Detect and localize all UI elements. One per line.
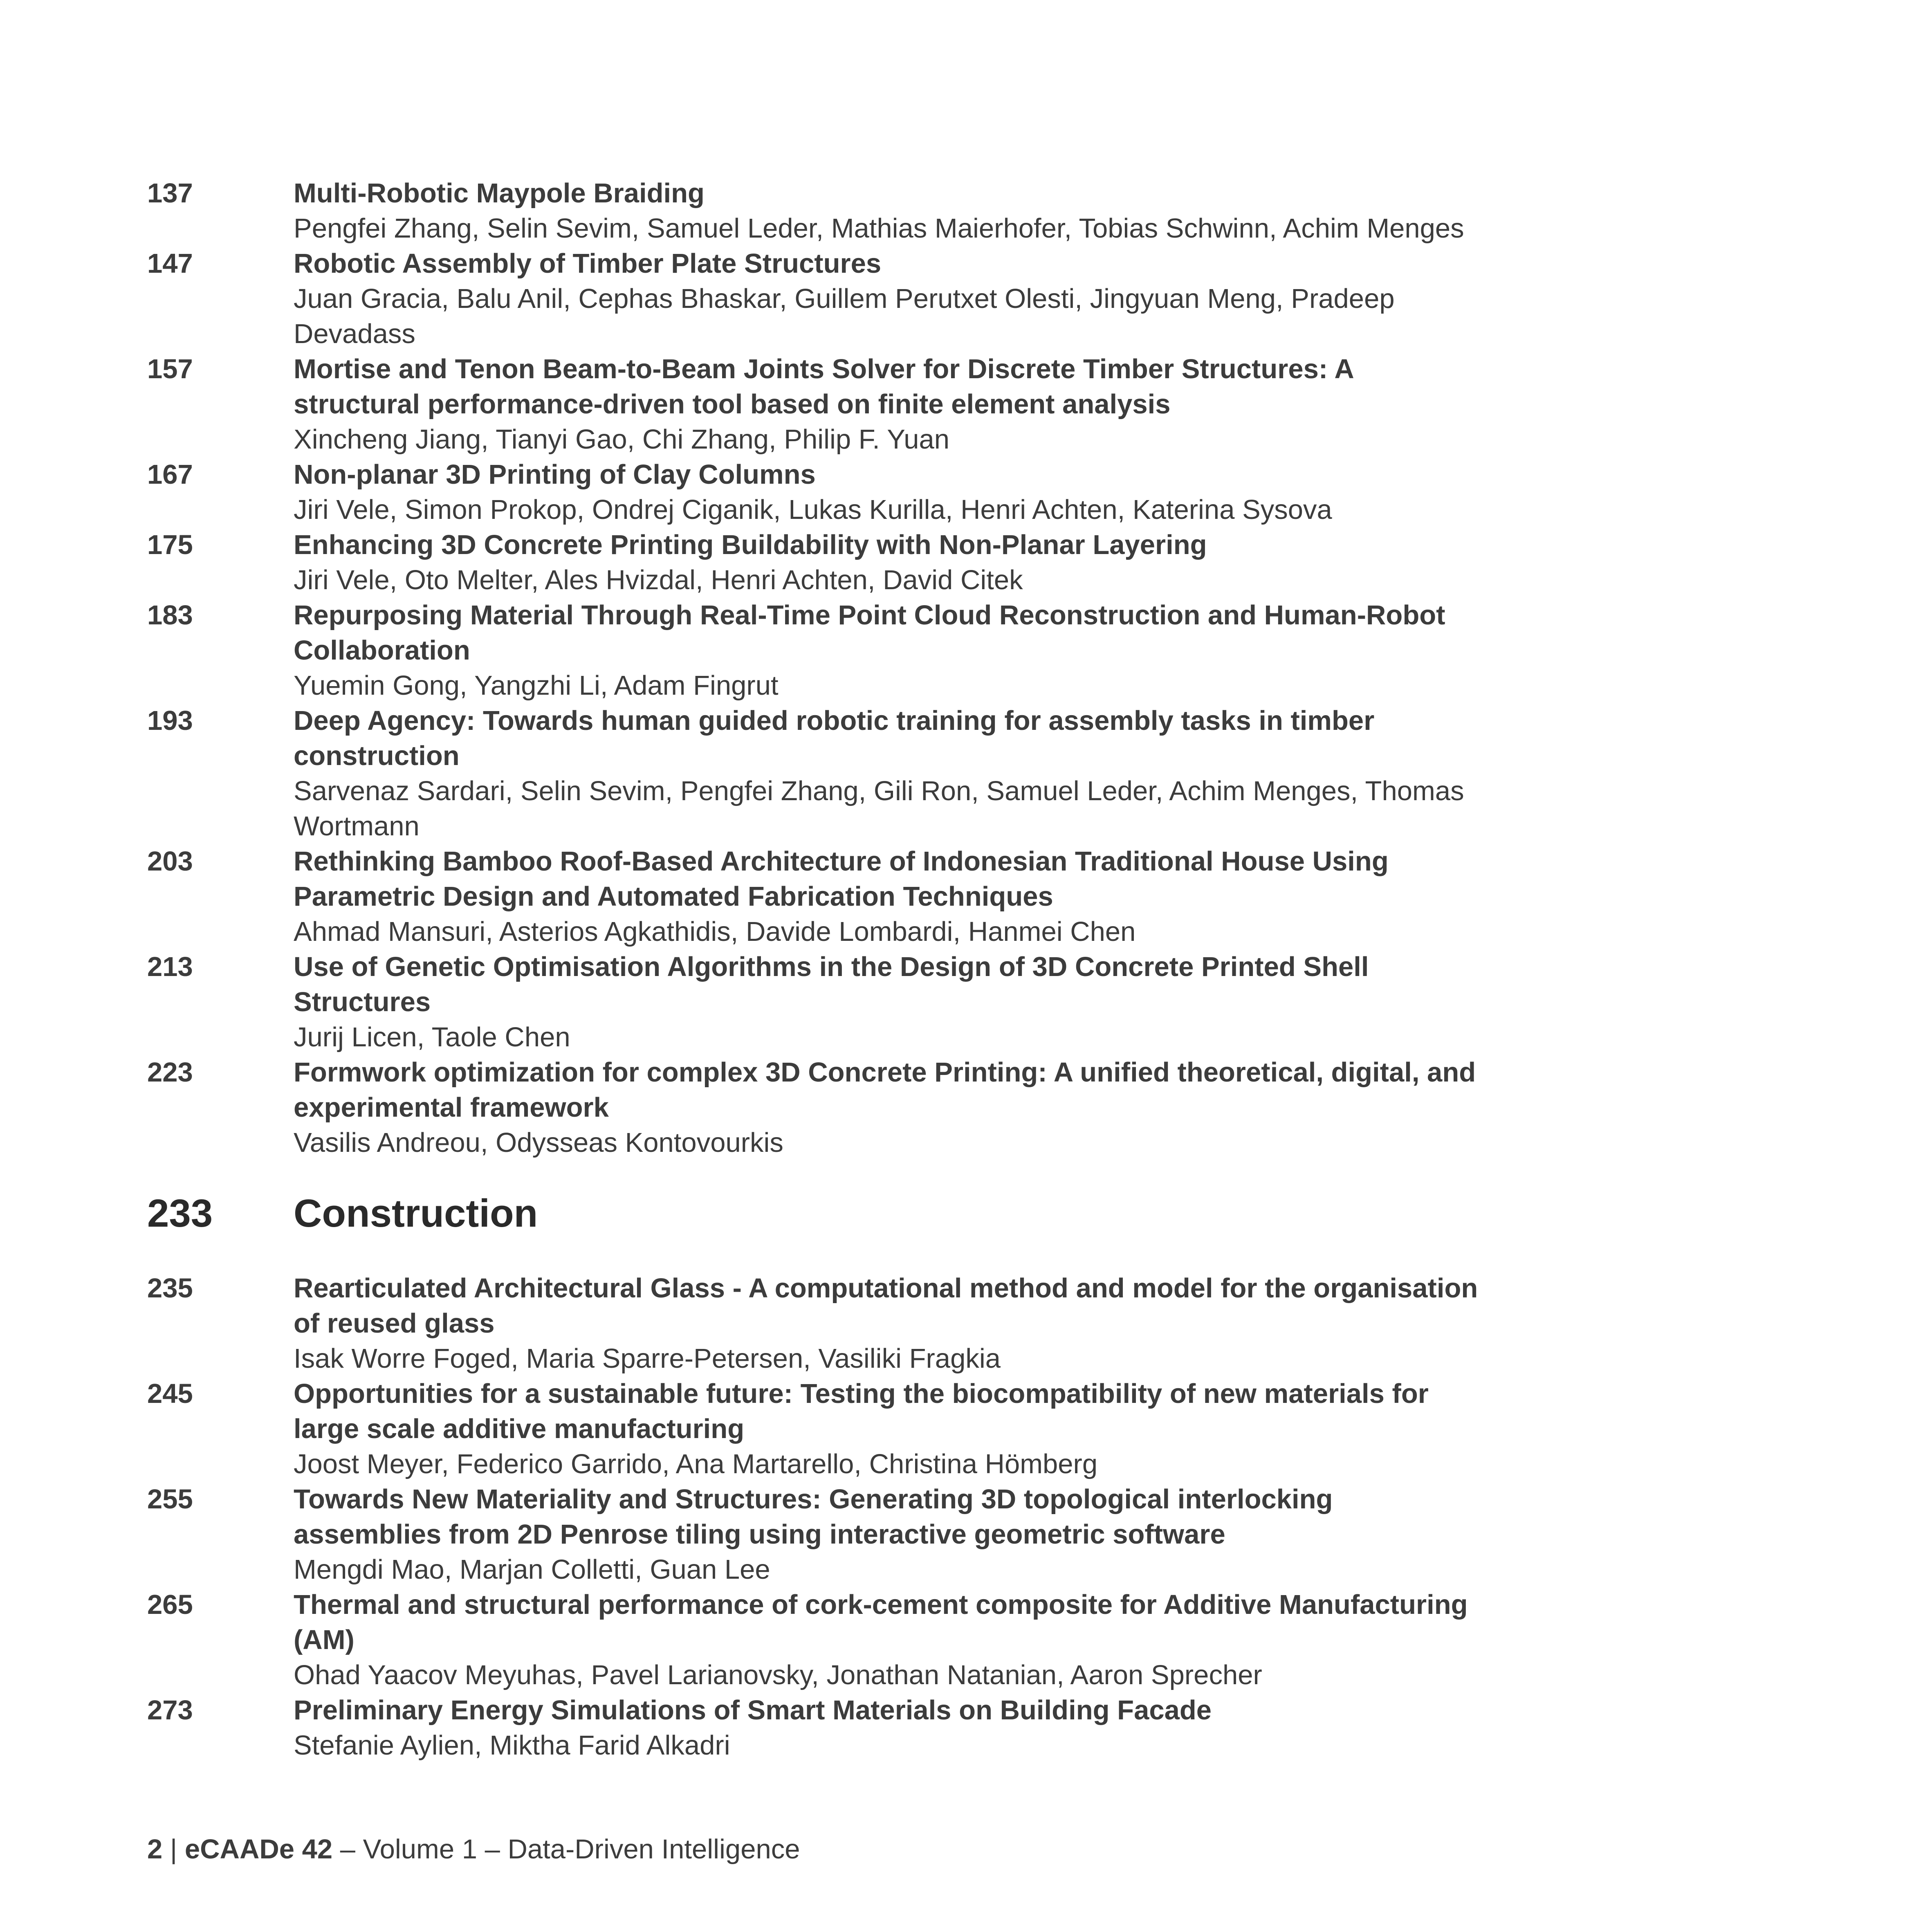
entry-body <box>294 352 1484 457</box>
footer-separator: | <box>162 1834 185 1865</box>
entry-page-number: 265 <box>147 1589 193 1620</box>
entry-title: Use of Genetic Optimisation Algorithms in the Design of 3D Concrete Printed Shell Structures <box>294 951 1369 1017</box>
entry-title: Robotic Assembly of Timber Plate Structures <box>294 248 882 279</box>
entry-title: Deep Agency: Towards human guided robotic training for assembly tasks in timber construction <box>294 705 1375 771</box>
entry-body <box>294 703 1484 844</box>
entry-page-number: 245 <box>147 1378 193 1409</box>
entry-page-number: 273 <box>147 1695 193 1726</box>
entry-authors: Mengdi Mao, Marjan Colletti, Guan Lee <box>294 1554 770 1585</box>
entry-body <box>294 1055 1484 1160</box>
entry-authors: Isak Worre Foged, Maria Sparre-Petersen, Vasiliki Fragkia <box>294 1343 1001 1374</box>
section-page-number: 233 <box>147 1192 213 1235</box>
entry-page-number: 183 <box>147 600 193 631</box>
entry-authors: Sarvenaz Sardari, Selin Sevim, Pengfei Zhang, Gili Ron, Samuel Leder, Achim Menges, Thomas Wortmann <box>294 776 1464 841</box>
entry-authors: Pengfei Zhang, Selin Sevim, Samuel Leder, Mathias Maierhofer, Tobias Schwinn, Achim Menges <box>294 213 1464 244</box>
entry-page-number: 137 <box>147 178 193 209</box>
entry-title: Thermal and structural performance of cork-cement composite for Additive Manufacturing (AM) <box>294 1589 1468 1655</box>
entry-title: Non-planar 3D Printing of Clay Columns <box>294 459 816 490</box>
entry-authors: Xincheng Jiang, Tianyi Gao, Chi Zhang, Philip F. Yuan <box>294 424 950 455</box>
entry-page-number: 223 <box>147 1057 193 1088</box>
entry-title: Opportunities for a sustainable future: Testing the biocompatibility of new materials for large scale additive manufacturing <box>294 1378 1429 1444</box>
entry-title: Repurposing Material Through Real-Time Point Cloud Reconstruction and Human-Robot Collaboration <box>294 600 1445 666</box>
entry-title: Enhancing 3D Concrete Printing Buildability with Non-Planar Layering <box>294 530 1207 560</box>
entry-title: Mortise and Tenon Beam-to-Beam Joints Solver for Discrete Timber Structures: A structural performance-driven tool based on finite element analysis <box>294 354 1353 420</box>
entry-body <box>294 1693 1484 1763</box>
entry-page-number: 193 <box>147 705 193 736</box>
entry-body <box>294 949 1484 1055</box>
toc-entry <box>147 1693 1484 1763</box>
entry-page-number: 235 <box>147 1273 193 1304</box>
toc-entry <box>147 1587 1484 1693</box>
entry-body <box>294 598 1484 703</box>
toc-entry <box>147 246 1484 352</box>
entry-page-number: 175 <box>147 530 193 560</box>
entry-authors: Jiri Vele, Simon Prokop, Ondrej Ciganik, Lukas Kurilla, Henri Achten, Katerina Sysova <box>294 494 1332 525</box>
toc-entry <box>147 1482 1484 1587</box>
entry-page-number: 255 <box>147 1484 193 1515</box>
toc-entry <box>147 703 1484 844</box>
toc-entry <box>147 844 1484 949</box>
entry-title: Towards New Materiality and Structures: Generating 3D topological interlocking assemblies from 2D Penrose tiling using interactive geometric software <box>294 1484 1333 1550</box>
entry-authors: Ahmad Mansuri, Asterios Agkathidis, Davide Lombardi, Hanmei Chen <box>294 916 1136 947</box>
entry-title: Preliminary Energy Simulations of Smart Materials on Building Facade <box>294 1695 1212 1726</box>
section-heading <box>147 1189 1484 1238</box>
entry-body <box>294 1271 1484 1376</box>
entry-body <box>294 1482 1484 1587</box>
toc-entry <box>147 598 1484 703</box>
entry-body <box>294 246 1484 352</box>
toc-entry <box>147 457 1484 527</box>
entry-title: Formwork optimization for complex 3D Concrete Printing: A unified theoretical, digital, and experimental framework <box>294 1057 1476 1123</box>
entry-body <box>294 1587 1484 1693</box>
entry-authors: Joost Meyer, Federico Garrido, Ana Martarello, Christina Hömberg <box>294 1449 1098 1479</box>
toc-list <box>147 176 1484 1160</box>
entry-title: Rearticulated Architectural Glass - A computational method and model for the organisation of reused glass <box>294 1273 1478 1339</box>
entry-authors: Vasilis Andreou, Odysseas Kontovourkis <box>294 1127 783 1158</box>
toc-list <box>147 1271 1484 1763</box>
entry-body <box>294 457 1484 527</box>
entry-page-number: 203 <box>147 846 193 877</box>
entry-page-number: 213 <box>147 951 193 982</box>
toc-entry <box>147 527 1484 598</box>
entry-authors: Juan Gracia, Balu Anil, Cephas Bhaskar, Guillem Perutxet Olesti, Jingyuan Meng, Pradeep Devadass <box>294 283 1395 349</box>
footer-conference: eCAADe 42 <box>184 1834 333 1865</box>
entry-title: Multi-Robotic Maypole Braiding <box>294 178 705 209</box>
footer-page-number: 2 <box>147 1834 163 1865</box>
entry-authors: Ohad Yaacov Meyuhas, Pavel Larianovsky, Jonathan Natanian, Aaron Sprecher <box>294 1660 1262 1690</box>
toc-entry <box>147 1271 1484 1376</box>
toc-entry <box>147 352 1484 457</box>
toc-entry <box>147 1055 1484 1160</box>
entry-authors: Stefanie Aylien, Miktha Farid Alkadri <box>294 1730 730 1761</box>
toc-entry <box>147 949 1484 1055</box>
page-footer <box>147 1832 800 1867</box>
entry-body <box>294 1376 1484 1482</box>
entry-body <box>294 176 1484 246</box>
section-title: Construction <box>294 1192 538 1235</box>
entry-authors: Yuemin Gong, Yangzhi Li, Adam Fingrut <box>294 670 779 701</box>
entry-page-number: 167 <box>147 459 193 490</box>
toc-entry <box>147 1376 1484 1482</box>
entry-body <box>294 527 1484 598</box>
entry-authors: Jiri Vele, Oto Melter, Ales Hvizdal, Henri Achten, David Citek <box>294 565 1023 595</box>
entry-page-number: 157 <box>147 354 193 384</box>
entry-page-number: 147 <box>147 248 193 279</box>
entry-body <box>294 844 1484 949</box>
table-of-contents <box>147 176 1484 1763</box>
entry-authors: Jurij Licen, Taole Chen <box>294 1022 570 1052</box>
entry-title: Rethinking Bamboo Roof-Based Architecture of Indonesian Traditional House Using Parametric Design and Automated Fabrication Techniques <box>294 846 1389 912</box>
footer-volume: – Volume 1 – Data-Driven Intelligence <box>332 1834 800 1865</box>
toc-entry <box>147 176 1484 246</box>
